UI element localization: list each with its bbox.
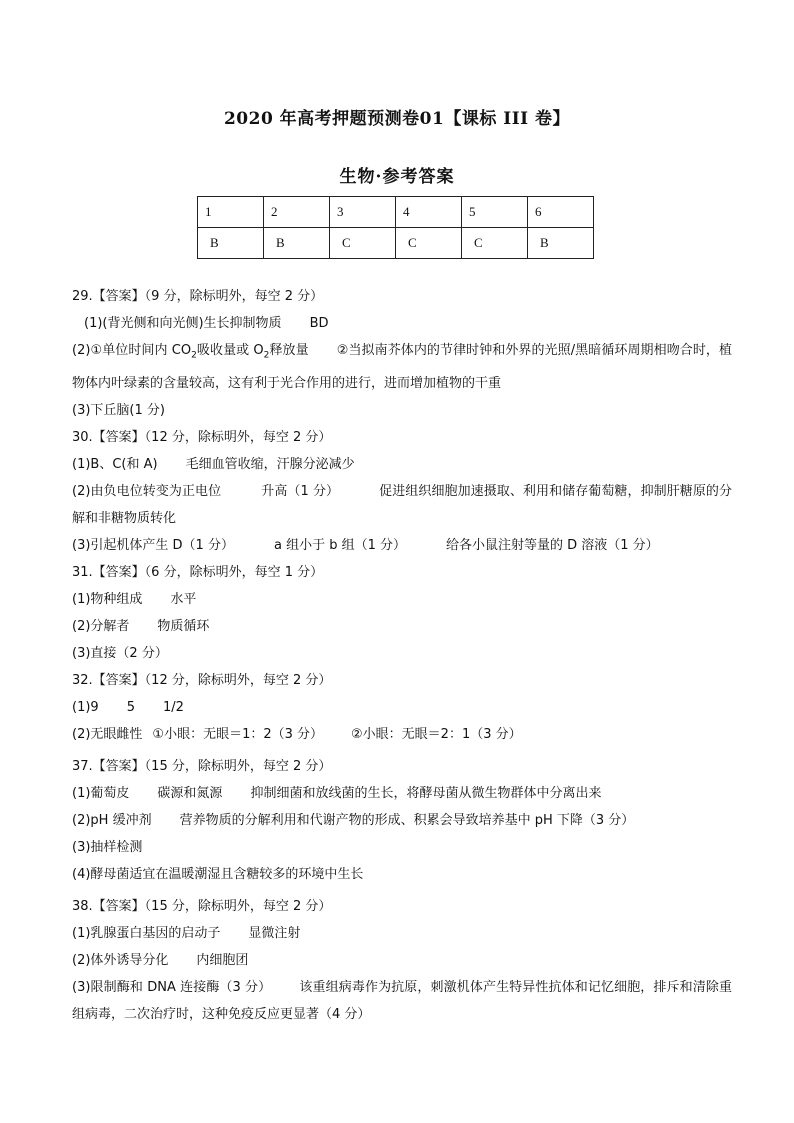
answer-text: (2)体外诱导分化 <box>72 952 169 968</box>
answer-text: a 组小于 b 组（1 分） <box>273 537 406 553</box>
q29-answer-2 <box>72 337 732 397</box>
q37-heading: 37.【答案】（15 分，除标明外，每空 2 分） <box>72 758 332 774</box>
answers-body <box>72 283 732 1028</box>
answer-text: ②当拟南芥体内的节律时钟和外界的光照/黑暗循环周期相吻合时，植物体内叶绿素的含量较高，这有利于光合作用的进行，进而增加植物的干重 <box>72 343 732 391</box>
answer-text: 升高（1 分） <box>261 483 340 499</box>
answer-cell: C <box>396 228 462 259</box>
answer-text: (1)葡萄皮 <box>72 785 130 801</box>
q29-answer-1 <box>72 310 732 337</box>
answer-text: (1)B、C(和 A) <box>72 456 158 472</box>
q32-heading: 32.【答案】（12 分，除标明外，每空 2 分） <box>72 672 332 688</box>
answer-text: (3)限制酶和 DNA 连接酶（3 分） <box>72 979 272 995</box>
answer-text: 促进组织细胞加速摄取、利用和储存葡萄糖，抑制肝糖原的分解和非糖物质转化 <box>72 483 732 526</box>
answer-cell: C <box>462 228 528 259</box>
answer-text: 吸收量或 O <box>196 343 264 358</box>
question-number-cell: 5 <box>462 197 528 228</box>
q37-answer-2 <box>72 807 732 834</box>
answer-cell: B <box>198 228 264 259</box>
answer-text: 营养物质的分解利用和代谢产物的形成、积累会导致培养基中 pH 下降（3 分） <box>179 812 635 828</box>
q30-answer-2 <box>72 478 732 532</box>
q32-answer-1 <box>72 694 732 721</box>
q30-answer-3 <box>72 532 732 559</box>
q37-answer-1 <box>72 780 732 807</box>
q31-answer-1 <box>72 586 732 613</box>
answer-text: (1)乳腺蛋白基因的启动子 <box>72 925 221 941</box>
answer-text: 物质循环 <box>157 618 210 634</box>
answer-text: 内细胞团 <box>196 952 249 968</box>
page-title: 2020 年高考押题预测卷01【课标 III 卷】 <box>223 109 571 129</box>
question-number-cell: 2 <box>264 197 330 228</box>
q32-answer-2 <box>72 721 732 748</box>
q29-answer-3: (3)下丘脑(1 分) <box>72 402 165 418</box>
subscript: 2 <box>263 350 270 361</box>
answer-table-answer-row <box>198 228 594 259</box>
q30-answer-1 <box>72 451 732 478</box>
answer-text: (2)无眼雌性 <box>72 726 143 742</box>
answer-text: BD <box>309 316 329 331</box>
question-number-cell: 1 <box>198 197 264 228</box>
answer-text: (2)由负电位转变为正电位 <box>72 483 222 499</box>
answer-text: (2)分解者 <box>72 618 130 634</box>
question-number-cell: 4 <box>396 197 462 228</box>
question-number-cell: 6 <box>528 197 594 228</box>
answer-table <box>197 196 594 259</box>
question-number-cell: 3 <box>330 197 396 228</box>
answer-cell: B <box>528 228 594 259</box>
q31-heading: 31.【答案】（6 分，除标明外，每空 1 分） <box>72 564 324 580</box>
answer-text: 水平 <box>170 591 197 607</box>
q31-answer-2 <box>72 613 732 640</box>
answer-cell: B <box>264 228 330 259</box>
answer-text: ②小眼：无眼＝2：1（3 分） <box>351 726 522 742</box>
subscript: 2 <box>191 350 197 361</box>
answer-text: 该重组病毒作为抗原，刺激机体产生特异性抗体和记忆细胞，排斥和清除重组病毒，二次治疗时，这种免疫反应更显著（4 分） <box>72 979 732 1022</box>
q38-answer-1 <box>72 920 732 947</box>
answer-text: 抑制细菌和放线菌的生长，将酵母菌从微生物群体中分离出来 <box>250 785 602 801</box>
answer-text: (3)引起机体产生 D（1 分） <box>72 537 234 553</box>
answer-text: 5 <box>126 699 135 715</box>
answer-text: 显微注射 <box>248 925 301 941</box>
q37-answer-4: (4)酵母菌适宜在温暖潮湿且含糖较多的环境中生长 <box>72 866 364 882</box>
q37-answer-3: (3)抽样检测 <box>72 839 143 855</box>
answer-text: 给各小鼠注射等量的 D 溶液（1 分） <box>446 537 659 553</box>
q30-heading: 30.【答案】（12 分，除标明外，每空 2 分） <box>72 429 332 445</box>
answer-text: (1)物种组成 <box>72 591 143 607</box>
answer-text: (1)(背光侧和向光侧)生长抑制物质 <box>84 316 282 331</box>
answer-text: 毛细血管收缩，汗腺分泌减少 <box>185 456 355 472</box>
answer-table-number-row <box>198 197 594 228</box>
answer-text: 释放量 <box>269 343 309 358</box>
answer-cell: C <box>330 228 396 259</box>
answer-text: (1)9 <box>72 699 99 715</box>
q29-heading: 29.【答案】（9 分，除标明外，每空 2 分） <box>72 289 324 304</box>
answer-text: (2)pH 缓冲剂 <box>72 812 152 828</box>
q38-heading: 38.【答案】（15 分，除标明外，每空 2 分） <box>72 898 332 914</box>
q38-answer-2 <box>72 947 732 974</box>
q31-answer-3: (3)直接（2 分） <box>72 645 168 661</box>
answer-text: 碳源和氮源 <box>157 785 223 801</box>
page-subtitle: 生物·参考答案 <box>339 167 455 187</box>
answer-text: (2)①单位时间内 CO <box>72 343 192 358</box>
answer-text: 1/2 <box>162 699 184 715</box>
q38-answer-3 <box>72 974 732 1028</box>
answer-text: ①小眼：无眼＝1：2（3 分） <box>152 726 324 742</box>
